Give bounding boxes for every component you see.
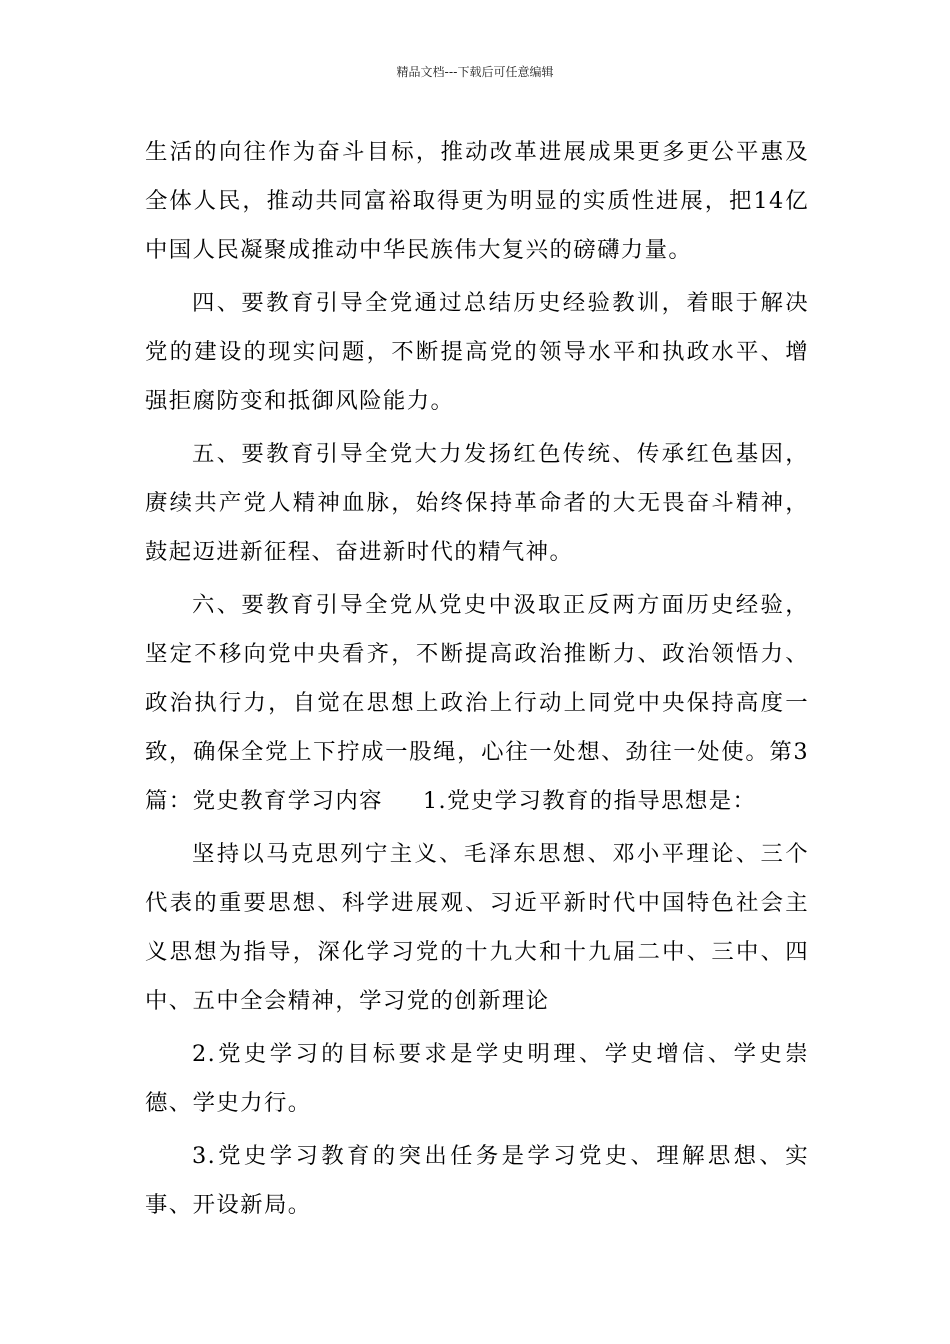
paragraph-2: 四、要教育引导全党通过总结历史经验教训，着眼于解决党的建设的现实问题，不断提高党的领导水平和执政水平、增强拒腐防变和抵御风险能力。: [145, 290, 809, 414]
paragraph-4: [145, 581, 809, 826]
document-body: [145, 128, 809, 1230]
paragraph-1: 生活的向往作为奋斗目标，推动改革进展成果更多更公平惠及全体人民，推动共同富裕取得更为明显的实质性进展，把14亿中国人民凝聚成推动中华民族伟大复兴的磅礴力量。: [145, 139, 809, 263]
paragraph-6: 2.党史学习的目标要求是学史明理、学史增信、学史崇德、学史力行。: [145, 1041, 809, 1116]
paragraph-7: 3.党史学习教育的突出任务是学习党史、理解思想、实事、开设新局。: [145, 1143, 809, 1218]
paragraph-3: 五、要教育引导全党大力发扬红色传统、传承红色基因，赓续共产党人精神血脉，始终保持革命者的大无畏奋斗精神，鼓起迈进新征程、奋进新时代的精气神。: [145, 441, 809, 565]
paragraph-4-heading: 1.党史学习教育的指导思想是：: [422, 788, 757, 814]
paragraph-4-text: 六、要教育引导全党从党史中汲取正反两方面历史经验，坚定不移向党中央看齐，不断提高政治推断力、政治领悟力、政治执行力，自觉在思想上政治上行动上同党中央保持高度一致，确保全党上下拧成一股绳，心往一处想、劲往一处使。第3篇：党史教育学习内容: [145, 592, 809, 814]
page-header: 精品文档---下载后可任意编辑: [396, 65, 554, 79]
paragraph-5: 坚持以马克思列宁主义、毛泽东思想、邓小平理论、三个代表的重要思想、科学进展观、习近平新时代中国特色社会主义思想为指导，深化学习党的十九大和十九届二中、三中、四中、五中全会精神，学习党的创新理论: [145, 841, 809, 1014]
